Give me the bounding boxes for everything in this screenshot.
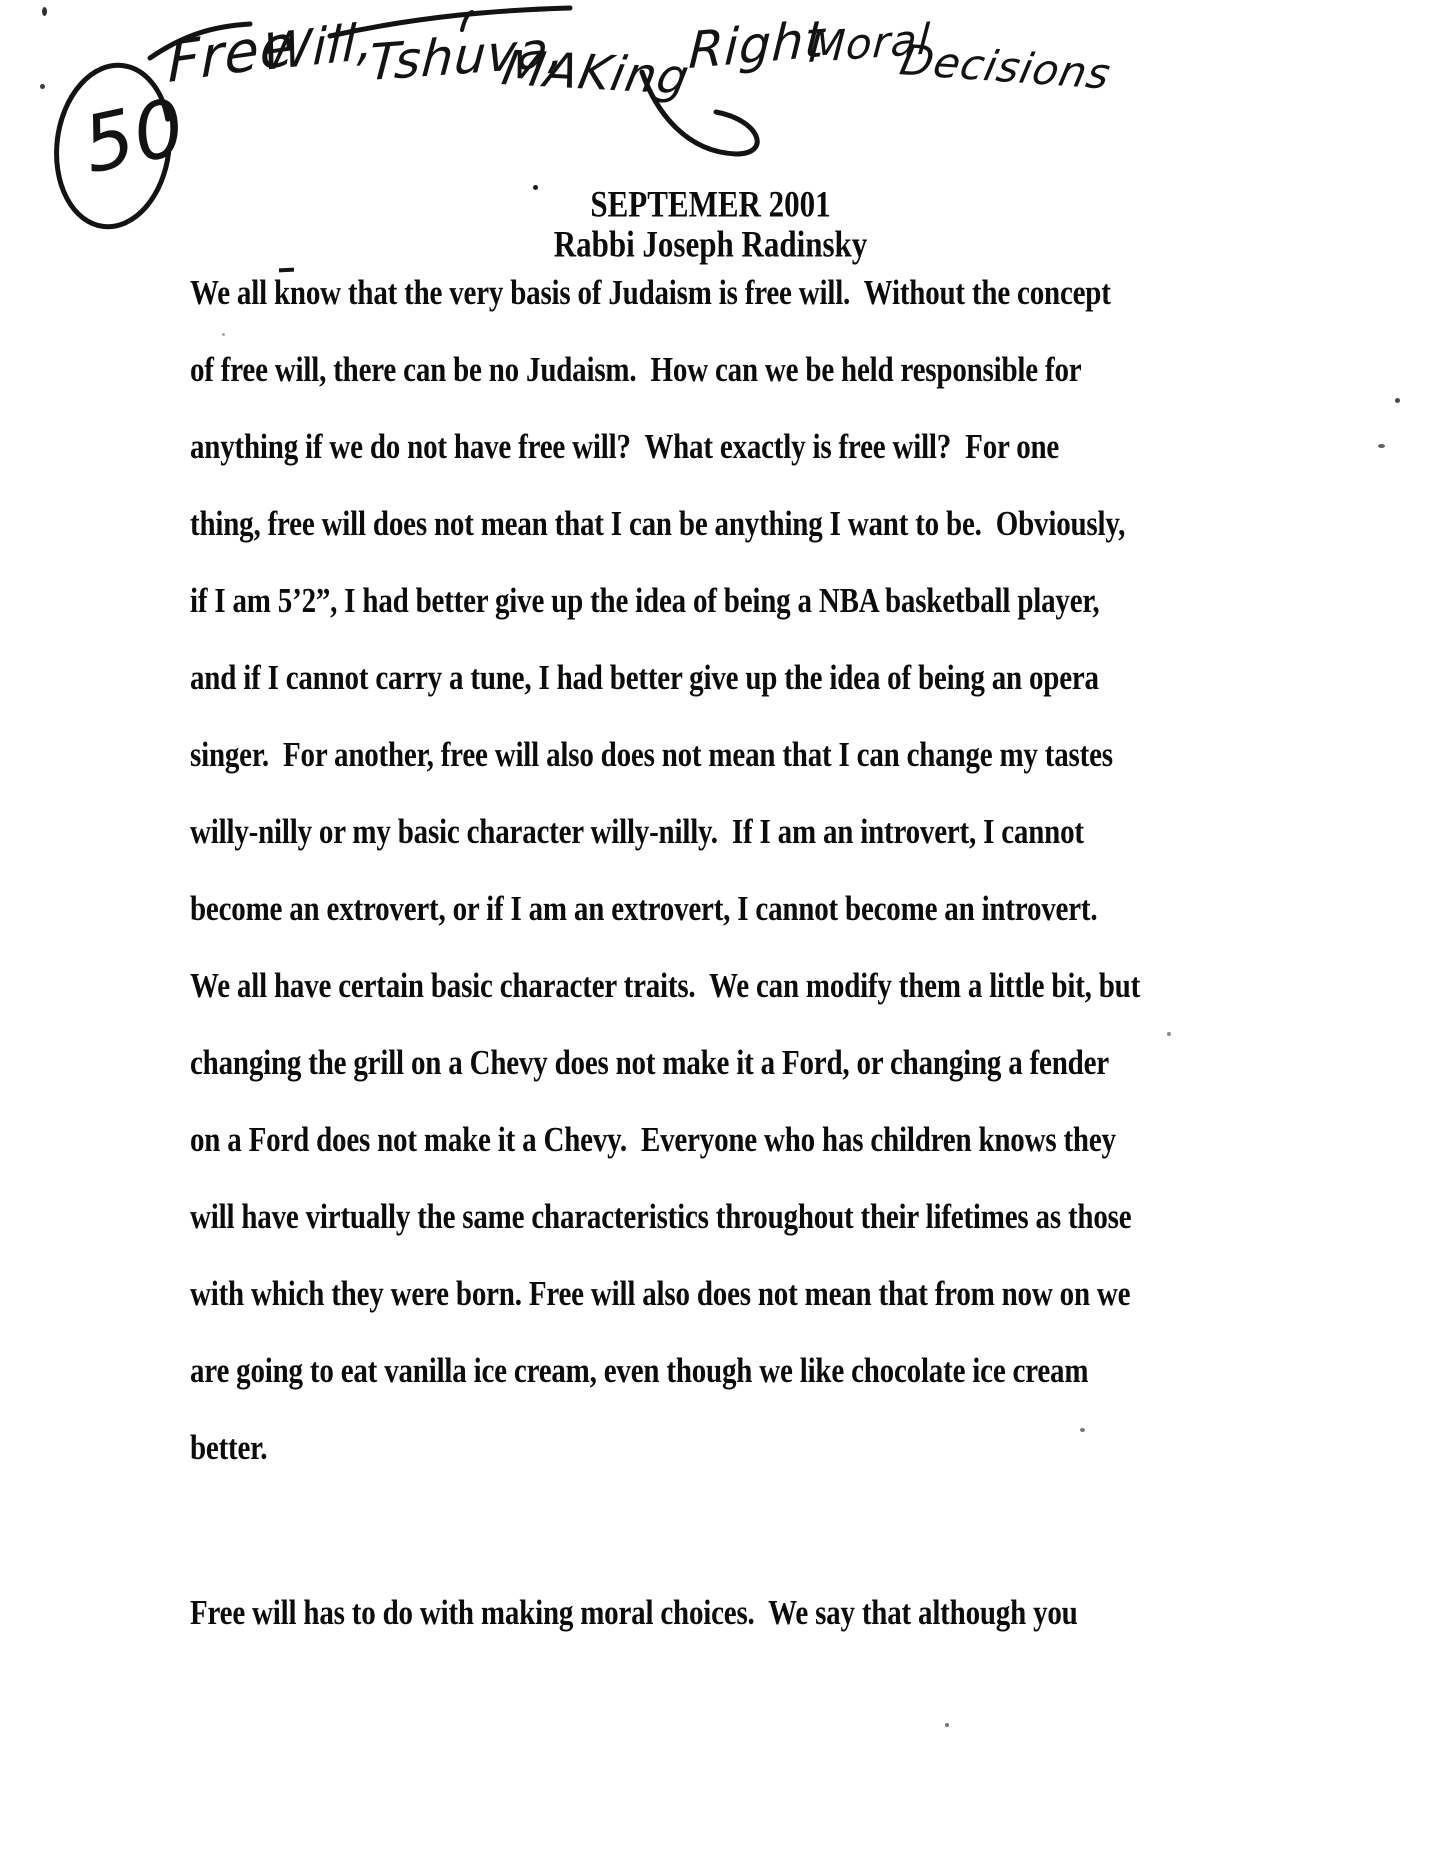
- text-line: [190, 270, 1250, 347]
- handwritten-word-will: Will,: [261, 11, 376, 83]
- date-line: SEPTEMER 2001: [590, 182, 831, 225]
- text-line: [190, 886, 1250, 963]
- text-line-content: willy-nilly or my basic character willy-nilly. If I am an introvert, I cannot: [190, 812, 1084, 852]
- text-line: [190, 1271, 1250, 1348]
- handwritten-word-free: Free: [168, 12, 295, 97]
- text-line-content: on a Ford does not make it a Chevy. Everyone who has children knows they: [190, 1120, 1116, 1160]
- handwritten-word-tshuva: Tshuva,: [367, 19, 568, 93]
- grade-circle-number: 50: [75, 82, 194, 192]
- author-line: Rabbi Joseph Radinsky: [553, 222, 868, 265]
- text-line-content: if I am 5’2”, I had better give up the idea of being a NBA basketball player,: [190, 581, 1100, 621]
- text-line-content: We all have certain basic character traits. We can modify them a little bit, but: [190, 966, 1141, 1006]
- text-line: [190, 1194, 1250, 1271]
- paragraph-spacer: [190, 1502, 1250, 1590]
- text-line: [190, 732, 1250, 809]
- text-line: [190, 655, 1250, 732]
- text-line-content: Free will has to do with making moral choices. We say that although you: [190, 1593, 1078, 1633]
- date-line-row: [190, 150, 1200, 225]
- body-paragraph-1: [190, 270, 1250, 1502]
- document-body: [190, 270, 1250, 1667]
- text-line: [190, 1040, 1250, 1117]
- scan-speck: [945, 1723, 949, 1727]
- text-line-content: better.: [190, 1428, 268, 1468]
- text-line-content: are going to eat vanilla ice cream, even though we like chocolate ice cream: [190, 1351, 1089, 1391]
- scan-speck: [42, 7, 47, 16]
- text-line-content: become an extrovert, or if I am an extrovert, I cannot become an introvert.: [190, 889, 1098, 929]
- scan-speck: [1167, 1032, 1171, 1036]
- text-line-content: with which they were born. Free will also does not mean that from now on we: [190, 1274, 1131, 1314]
- text-line: [190, 1117, 1250, 1194]
- text-line: [190, 501, 1250, 578]
- scan-speck: [40, 84, 45, 89]
- text-line-content: We all know that the very basis of Judaism is free will. Without the concept: [190, 273, 1111, 313]
- handwritten-word-decisions: Decisions: [895, 35, 1116, 99]
- body-paragraph-2: [190, 1590, 1250, 1667]
- scan-speck: [222, 333, 225, 336]
- text-line-content: will have virtually the same characteristics throughout their lifetimes as those: [190, 1197, 1132, 1237]
- handwritten-word-moral: Moral: [807, 14, 932, 73]
- scan-speck: [1378, 444, 1385, 448]
- text-line-content: and if I cannot carry a tune, I had better give up the idea of being an opera: [190, 658, 1099, 698]
- text-line: [190, 963, 1250, 1040]
- scan-speck: [1395, 398, 1400, 403]
- text-line: [190, 424, 1250, 501]
- scan-speck: [1080, 1428, 1085, 1432]
- text-line: [190, 1348, 1250, 1425]
- text-line: [190, 1425, 1250, 1502]
- pen-descender-loop: [642, 72, 757, 154]
- text-line-content: thing, free will does not mean that I can be anything I want to be. Obviously,: [190, 504, 1126, 544]
- text-line-content: singer. For another, free will also does not mean that I can change my tastes: [190, 735, 1113, 775]
- text-line: [190, 578, 1250, 655]
- handwritten-word-making: MAKing: [497, 40, 695, 106]
- period-speck: [533, 185, 538, 190]
- text-line-content: changing the grill on a Chevy does not make it a Ford, or changing a fender: [190, 1043, 1109, 1083]
- text-line-content: of free will, there can be no Judaism. How can we be held responsible for: [190, 350, 1082, 390]
- document-header: [190, 150, 1200, 265]
- handwritten-word-right: Right: [687, 8, 827, 81]
- text-line-content: anything if we do not have free will? What exactly is free will? For one: [190, 427, 1060, 467]
- text-line: [190, 809, 1250, 886]
- text-line: [190, 347, 1250, 424]
- text-line: [190, 1590, 1250, 1667]
